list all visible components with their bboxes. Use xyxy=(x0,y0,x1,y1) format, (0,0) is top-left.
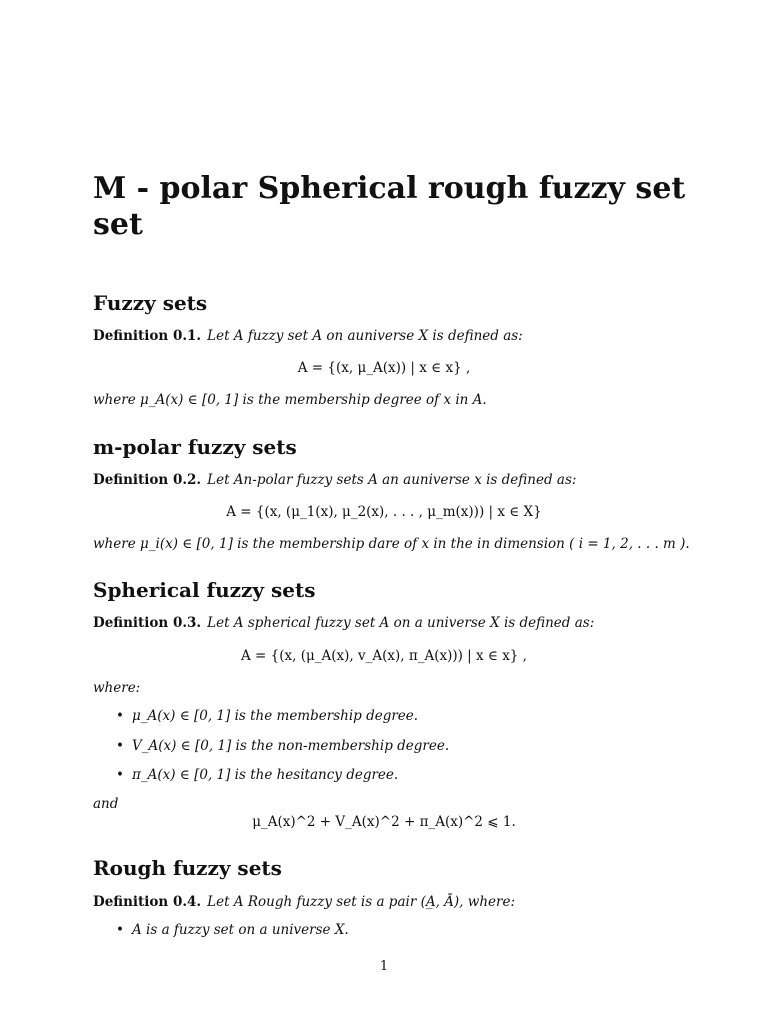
bullet-icon: • xyxy=(116,922,124,938)
definition-text: Let A Rough fuzzy set is a pair (A̲, Ā), where: xyxy=(207,894,515,910)
definition-label: Definition 0.3. xyxy=(93,615,202,631)
bullet-icon: • xyxy=(116,767,124,783)
bullet-text: V_A(x) ∈ [0, 1] is the non-membership degree. xyxy=(132,738,450,754)
page-number: 1 xyxy=(379,959,389,974)
definition-0-4 xyxy=(93,894,515,910)
title-line-1: M - polar Spherical rough fuzzy set xyxy=(93,171,686,206)
section-heading-spherical: Spherical fuzzy sets xyxy=(93,578,316,602)
title-line-2: set xyxy=(93,207,143,242)
membership-note: where μ_A(x) ∈ [0, 1] is the membership degree of x in A. xyxy=(93,392,487,408)
page-title xyxy=(93,171,685,243)
bullet-text: μ_A(x) ∈ [0, 1] is the membership degree. xyxy=(132,708,419,724)
list-item xyxy=(116,767,398,783)
equation-spherical: A = {(x, (μ_A(x), v_A(x), π_A(x))) | x ∈ x} , xyxy=(241,648,527,664)
equation-m-polar: A = {(x, (μ_1(x), μ_2(x), . . . , μ_m(x))) | x ∈ X} xyxy=(226,504,542,520)
definition-text: Let A spherical fuzzy set A on a universe X is defined as: xyxy=(207,615,595,631)
bullet-icon: • xyxy=(116,708,124,724)
definition-text: Let An-polar fuzzy sets A an auniverse x is defined as: xyxy=(207,472,577,488)
definition-text: Let A fuzzy set A on auniverse X is defined as: xyxy=(207,328,523,344)
list-item xyxy=(116,708,418,724)
definition-label: Definition 0.4. xyxy=(93,894,202,910)
equation-constraint: μ_A(x)^2 + V_A(x)^2 + π_A(x)^2 ⩽ 1. xyxy=(252,814,516,830)
list-item xyxy=(116,922,349,938)
bullet-text: A is a fuzzy set on a universe X. xyxy=(132,922,349,938)
equation-fuzzy-set: A = {(x, μ_A(x)) | x ∈ x} , xyxy=(297,360,471,376)
m-polar-note: where μ_i(x) ∈ [0, 1] is the membership dare of x in the in dimension ( i = 1, 2, . . . m ). xyxy=(93,536,690,552)
definition-label: Definition 0.2. xyxy=(93,472,202,488)
where-label: where: xyxy=(93,680,141,696)
bullet-text: π_A(x) ∈ [0, 1] is the hesitancy degree. xyxy=(132,767,399,783)
section-heading-rough: Rough fuzzy sets xyxy=(93,856,282,880)
definition-0-2 xyxy=(93,472,576,488)
section-heading-m-polar: m-polar fuzzy sets xyxy=(93,435,297,459)
section-heading-fuzzy-sets: Fuzzy sets xyxy=(93,291,208,315)
definition-0-3 xyxy=(93,615,594,631)
bullet-icon: • xyxy=(116,738,124,754)
and-label: and xyxy=(93,796,119,812)
definition-label: Definition 0.1. xyxy=(93,328,202,344)
list-item xyxy=(116,738,449,754)
definition-0-1 xyxy=(93,328,523,344)
